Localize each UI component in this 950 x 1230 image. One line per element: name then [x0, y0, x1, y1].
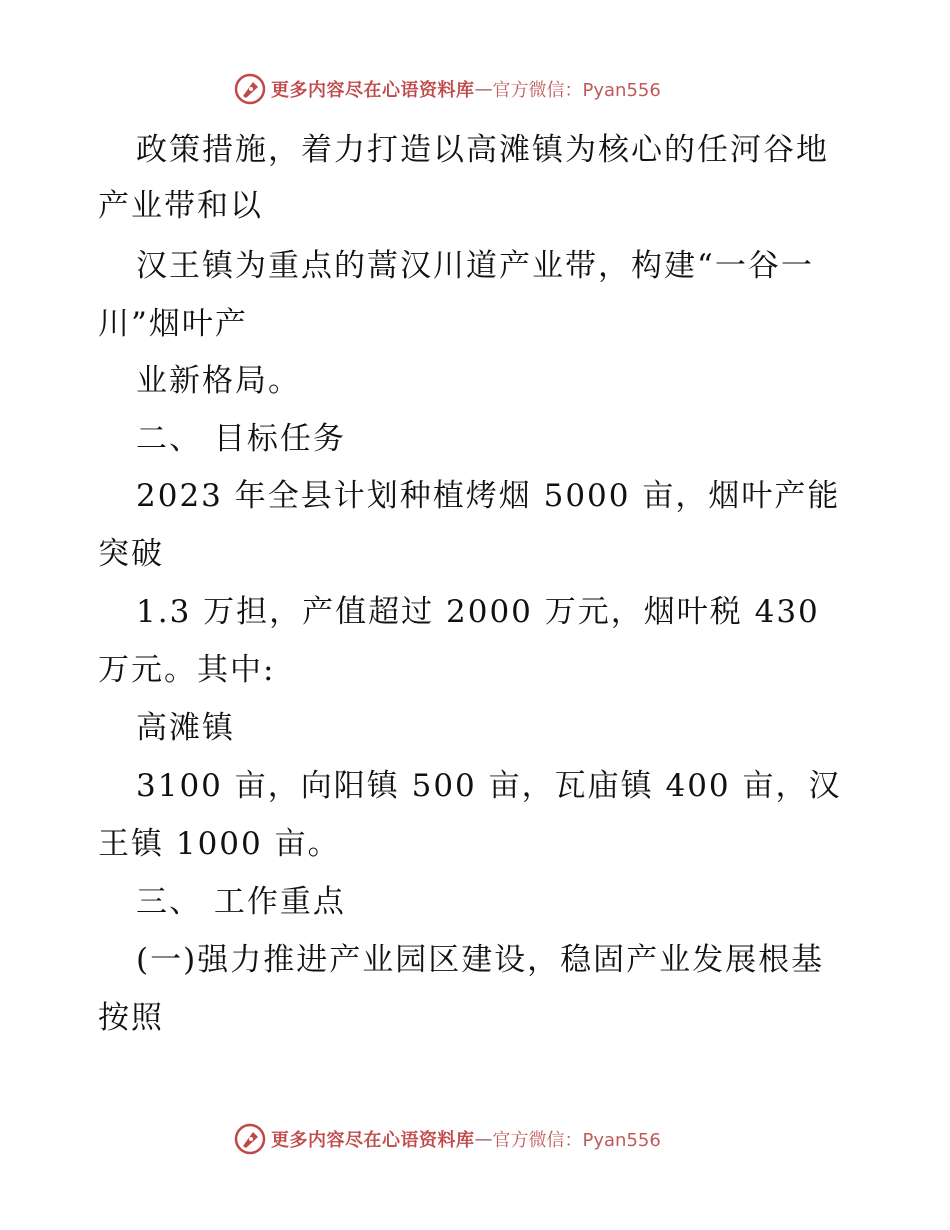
- paragraph-line: 政策措施，着力打造以高滩镇为核心的任河谷地: [136, 132, 829, 168]
- watermark-contact: 官方微信：Pyan556: [492, 1130, 661, 1151]
- paragraph-line: 川”烟叶产: [98, 306, 248, 342]
- paragraph-line: 万元。其中:: [98, 652, 276, 688]
- paragraph-line: 突破: [98, 536, 164, 572]
- watermark-dash: —: [474, 1128, 493, 1150]
- paragraph-line: 3100 亩，向阳镇 500 亩，瓦庙镇 400 亩，汉: [136, 768, 842, 804]
- watermark-header: [233, 72, 661, 106]
- watermark-dash: —: [474, 78, 493, 100]
- pen-nib-logo-icon: [233, 72, 267, 106]
- watermark-brand: 更多内容尽在心语资料库: [271, 1130, 475, 1151]
- section-heading: 二、 目标任务: [136, 421, 346, 457]
- paragraph-line: 汉王镇为重点的蒿汉川道产业带，构建“一谷一: [136, 248, 814, 284]
- watermark-footer: [233, 1122, 661, 1156]
- paragraph-line: 业新格局。: [136, 363, 301, 399]
- watermark-brand: 更多内容尽在心语资料库: [271, 80, 475, 101]
- paragraph-line: 按照: [98, 1000, 164, 1036]
- paragraph-line: 产业带和以: [98, 188, 263, 224]
- paragraph-line: 1.3 万担，产值超过 2000 万元，烟叶税 430: [136, 594, 820, 630]
- pen-nib-logo-icon: [233, 1122, 267, 1156]
- paragraph-line: 2023 年全县计划种植烤烟 5000 亩，烟叶产能: [136, 478, 841, 514]
- paragraph-line: 王镇 1000 亩。: [98, 826, 341, 862]
- watermark-contact: 官方微信：Pyan556: [492, 80, 661, 101]
- subsection-heading: (一)强力推进产业园区建设，稳固产业发展根基: [136, 942, 825, 978]
- paragraph-line: 高滩镇: [136, 710, 235, 746]
- section-heading: 三、 工作重点: [136, 884, 346, 920]
